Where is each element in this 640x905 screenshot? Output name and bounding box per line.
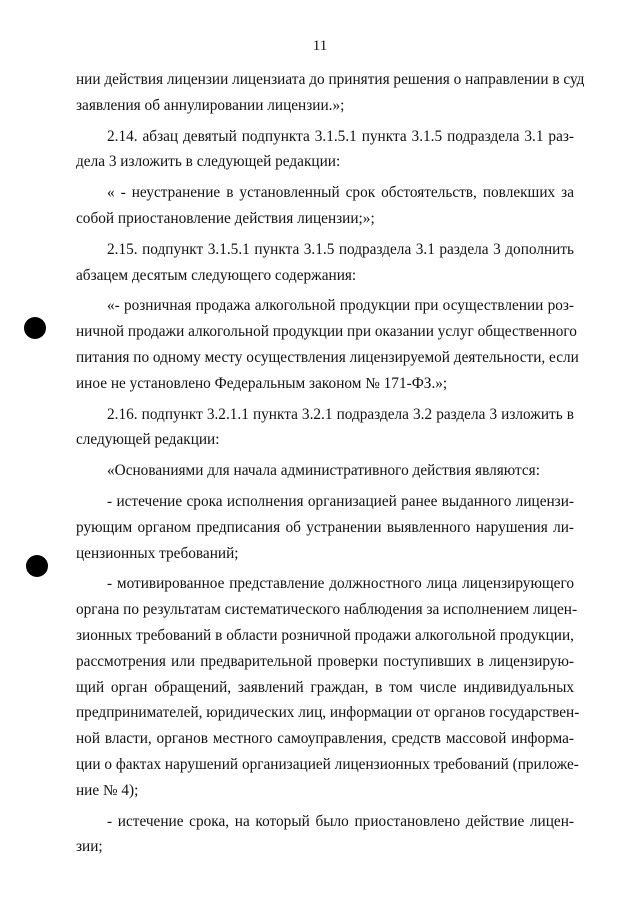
paragraph [76, 402, 574, 454]
paragraph [76, 67, 585, 119]
paragraph [76, 124, 574, 176]
text-line: зионных требований в области розничной продажи алкогольной продукции, [76, 626, 574, 644]
text-line: 2.16. подпункт 3.2.1.1 пункта 3.2.1 подраздела 3.2 раздела 3 изложить в [107, 405, 574, 423]
text-line: «Основаниями для начала административного действия являются: [107, 462, 540, 480]
paragraph [76, 180, 574, 232]
text-line: предпринимателей, юридических лиц, информации от органов государствен- [76, 704, 580, 722]
text-line: собой приостановление действия лицензии;»; [76, 209, 375, 227]
punch-hole-mark [26, 555, 48, 577]
text-line: 2.14. абзац девятый подпункта 3.1.5.1 пункта 3.1.5 подраздела 3.1 раз- [107, 127, 574, 145]
paragraph [76, 237, 574, 289]
page-number: 11 [312, 38, 328, 54]
text-line: - истечение срока исполнения организацией ранее выданного лицензи- [107, 492, 574, 510]
document-body [76, 67, 585, 860]
paragraph [76, 571, 580, 803]
text-line: 2.15. подпункт 3.1.5.1 пункта 3.1.5 подраздела 3.1 раздела 3 дополнить [107, 240, 574, 258]
text-line: ной власти, органов местного самоуправления, средств массовой информа- [76, 730, 574, 748]
text-line: ции о фактах нарушений организацией лицензионных требований (приложе- [76, 755, 579, 773]
text-line: органа по результатам систематического наблюдения за исполнением лицен- [76, 601, 578, 619]
text-line: нии действия лицензии лицензиата до принятия решения о направлении в суд [76, 71, 585, 88]
text-line: цензионных требований; [76, 544, 239, 562]
text-line: - мотивированное представление должностного лица лицензирующего [107, 575, 574, 593]
text-line: дела 3 изложить в следующей редакции: [76, 153, 341, 171]
text-line: щий орган обращений, заявлений граждан, в том числе индивидуальных [76, 678, 574, 696]
text-line: иное не установлено Федеральным законом № 171-ФЗ.»; [76, 374, 448, 392]
paragraph [76, 293, 579, 396]
text-line: ничной продажи алкогольной продукции при оказании услуг общественного [76, 323, 577, 341]
text-line: абзацем десятым следующего содержания: [76, 266, 357, 284]
text-line: следующей редакции: [76, 431, 220, 449]
text-line: рассмотрения или предварительной проверки поступивших в лицензирую- [76, 652, 574, 670]
text-line: ние № 4); [76, 781, 139, 799]
text-line: - истечение срока, на который было приостановлено действие лицен- [107, 812, 574, 830]
text-line: заявления об аннулировании лицензии.»; [76, 96, 345, 114]
paragraph [76, 458, 574, 484]
text-line: «- розничная продажа алкогольной продукции при осуществлении роз- [107, 297, 574, 315]
text-line: зии; [76, 838, 103, 856]
text-line: питания по одному месту осуществления лицензируемой деятельности, если [76, 348, 579, 366]
punch-hole-mark [24, 317, 46, 339]
paragraph [76, 809, 574, 861]
paragraph [76, 489, 574, 566]
text-line: рующим органом предписания об устранении выявленного нарушения ли- [76, 518, 574, 536]
text-line: « - неустранение в установленный срок обстоятельств, повлекших за [107, 184, 574, 202]
